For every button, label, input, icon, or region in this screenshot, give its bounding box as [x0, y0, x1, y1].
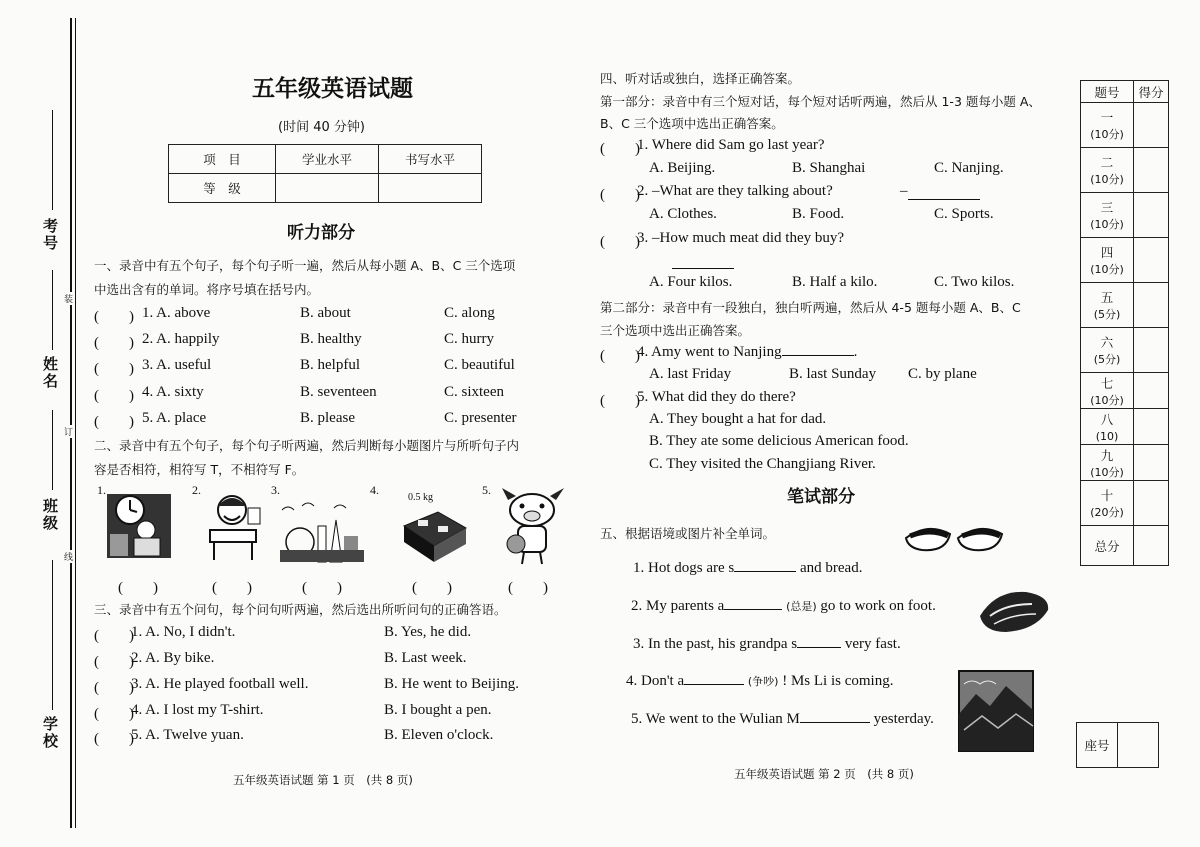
sec1-bracket[interactable]: ( ) [94, 414, 134, 430]
pic-number: 5. [482, 483, 491, 497]
sec3-option-a: 4. A. I lost my T-shirt. [131, 702, 264, 718]
fill-5-post: yesterday. [873, 711, 934, 727]
sec3-option-b: B. Eleven o'clock. [384, 727, 494, 743]
sec1-option-a: 3. A. useful [142, 357, 212, 373]
score-total-label: 总分 [1081, 526, 1134, 566]
sec3-bracket[interactable]: ( ) [94, 680, 134, 696]
sec4-part2-line1: 第二部分：录音中有一段独白，独白听两遍，然后从 4-5 题每小题 A、B、C [600, 300, 1021, 315]
score-total-cell[interactable] [1134, 526, 1169, 566]
writing-grade-cell[interactable] [379, 174, 482, 203]
sec1-option-a: 1. A. above [142, 305, 211, 321]
fill-3-post: very fast. [844, 636, 901, 652]
label-school: 学校 [41, 716, 59, 750]
sec2-instruction-line2: 容是否相符，相符写 T，不相符写 F。 [94, 462, 305, 477]
sec3-option-b: B. I bought a pen. [384, 702, 492, 718]
written-heading: 笔试部分 [787, 487, 855, 507]
sec1-instruction-line1: 一、录音中有五个句子，每个句子听一遍，然后从每小题 A、B、C 三个选项 [94, 258, 516, 273]
picture-1-clock-boy [104, 490, 174, 562]
q4-blank[interactable] [782, 355, 854, 356]
picture-3-city-skyline [278, 496, 366, 564]
fill-1-text: 1. Hot dogs are s [633, 560, 735, 576]
level-row-label: 等 级 [169, 174, 276, 203]
sec4-part1-line2: B、C 三个选项中选出正确答案。 [600, 116, 784, 131]
binding-line-inner [75, 18, 76, 828]
picture-walking-feet [976, 586, 1052, 638]
q2-option-a: A. Clothes. [649, 206, 717, 222]
sec3-bracket[interactable]: ( ) [94, 731, 134, 747]
seat-label: 座号 [1077, 723, 1118, 768]
exam-time: (时间 40 分钟) [278, 120, 365, 135]
fill-5-blank[interactable] [800, 722, 870, 723]
pic-number: 2. [192, 483, 201, 497]
score-row-label: 二 (10分) [1081, 148, 1134, 193]
binding-mark-ding: 订 [64, 425, 73, 438]
sec3-instruction: 三、录音中有五个问句，每个问句听两遍，然后选出所听问句的正确答语。 [94, 602, 507, 617]
page-footer-left: 五年级英语试题 第 1 页 (共 8 页) [233, 773, 413, 787]
label-name: 姓名 [41, 356, 59, 390]
fill-4-hint: (争吵) [747, 675, 779, 688]
fill-item-4 [626, 673, 893, 690]
name-line [52, 270, 53, 350]
fill-2-blank[interactable] [724, 609, 782, 610]
level-table [168, 144, 482, 203]
label-class: 班级 [41, 498, 59, 532]
sec3-bracket[interactable]: ( ) [94, 654, 134, 670]
sec3-option-b: B. Last week. [384, 650, 467, 666]
fill-4-text: 4. Don't a [626, 673, 685, 689]
picture-hot-dogs [902, 516, 1010, 556]
level-header-academic: 学业水平 [276, 145, 379, 174]
class-line [52, 410, 53, 490]
score-row-label: 六 (5分) [1081, 328, 1134, 373]
q3-answer-line[interactable] [672, 268, 734, 269]
listening-heading: 听力部分 [287, 223, 355, 243]
q3-option-c: C. Two kilos. [934, 274, 1015, 290]
score-cell[interactable] [1134, 148, 1169, 193]
level-header-item: 项 目 [169, 145, 276, 174]
fill-item-3 [633, 636, 901, 653]
sec1-option-a: 4. A. sixty [142, 384, 204, 400]
sec4-part2-line2: 三个选项中选出正确答案。 [600, 323, 751, 338]
fill-1-blank[interactable] [734, 571, 796, 572]
score-cell[interactable] [1134, 193, 1169, 238]
score-cell[interactable] [1134, 103, 1169, 148]
sec3-option-a: 5. A. Twelve yuan. [131, 727, 244, 743]
sec1-option-a: 5. A. place [142, 410, 207, 426]
picture-5-pig-cartoon [498, 486, 568, 566]
score-cell[interactable] [1134, 283, 1169, 328]
sec1-option-c: C. along [444, 305, 495, 321]
score-header-number: 题号 [1081, 81, 1134, 103]
sec1-option-b: B. seventeen [300, 384, 377, 400]
q3-question: 3. –How much meat did they buy? [637, 230, 845, 246]
sec2-bracket[interactable]: ( ) [212, 580, 252, 596]
score-header-points: 得分 [1134, 81, 1169, 103]
q2-bracket[interactable]: ( ) [600, 187, 640, 203]
pic-number: 3. [271, 483, 280, 497]
pic-number: 1. [97, 483, 106, 497]
q1-option-a: A. Beijing. [649, 160, 716, 176]
score-row-label: 一 (10分) [1081, 103, 1134, 148]
sec1-option-c: C. presenter [444, 410, 517, 426]
sec1-option-b: B. helpful [300, 357, 360, 373]
q3-option-b: B. Half a kilo. [792, 274, 878, 290]
fill-4-post: ! Ms Li is coming. [782, 673, 894, 689]
sec1-option-a: 2. A. happily [142, 331, 220, 347]
sec3-option-a: 3. A. He played football well. [131, 676, 309, 692]
fill-2-post: go to work on foot. [820, 598, 936, 614]
q4-option-c: C. by plane [908, 366, 977, 382]
q2-answer-line[interactable] [908, 199, 980, 200]
q2-answer-dash: – [900, 183, 908, 199]
q3-bracket[interactable]: ( ) [600, 234, 640, 250]
school-line [52, 560, 53, 710]
score-row-label: 五 (5分) [1081, 283, 1134, 328]
score-cell[interactable] [1134, 373, 1169, 409]
weight-label: 0.5 kg [408, 492, 433, 503]
sec3-bracket[interactable]: ( ) [94, 706, 134, 722]
q1-option-b: B. Shanghai [792, 160, 866, 176]
q5-option-b: B. They ate some delicious American food. [649, 433, 909, 449]
q2-option-c: C. Sports. [934, 206, 994, 222]
score-row-label: 四 (10分) [1081, 238, 1134, 283]
score-row-label: 七 (10分) [1081, 373, 1134, 409]
fill-item-1 [633, 560, 862, 577]
sec1-option-b: B. about [300, 305, 351, 321]
sec4-part1-line1: 第一部分：录音中有三个短对话，每个短对话听两遍，然后从 1-3 题每小题 A、 [600, 94, 1041, 109]
q4-end: . [853, 344, 858, 360]
q4-bracket[interactable]: ( ) [600, 348, 640, 364]
picture-mountain [958, 670, 1034, 752]
sec2-bracket[interactable]: ( ) [118, 580, 158, 596]
sec2-bracket[interactable]: ( ) [412, 580, 452, 596]
score-row-label: 十 (20分) [1081, 481, 1134, 526]
picture-4-meat-package [398, 506, 470, 566]
fill-2-text: 2. My parents a [631, 598, 725, 614]
sec3-option-b: B. Yes, he did. [384, 624, 472, 640]
sec1-option-c: C. beautiful [444, 357, 515, 373]
fill-1-post: and bread. [800, 560, 863, 576]
q5-question: 5. What did they do there? [637, 389, 796, 405]
q5-option-a: A. They bought a hat for dad. [649, 411, 827, 427]
q4-question-text: 4. Amy went to Nanjing [637, 344, 782, 360]
fill-3-text: 3. In the past, his grandpa s [633, 636, 798, 652]
binding-mark-xian: 线 [64, 550, 73, 563]
fill-item-5 [631, 711, 934, 728]
score-row-label: 八 (10) [1081, 409, 1134, 445]
sec1-instruction-line2: 中选出含有的单词。将序号填在括号内。 [94, 282, 320, 297]
q5-option-c: C. They visited the Changjiang River. [649, 456, 876, 472]
sec3-option-a: 2. A. By bike. [131, 650, 215, 666]
q4-option-b: B. last Sunday [789, 366, 877, 382]
seat-table [1076, 722, 1159, 768]
sec5-title: 五、根据语境或图片补全单词。 [600, 526, 776, 541]
q1-option-c: C. Nanjing. [934, 160, 1004, 176]
score-cell[interactable] [1134, 481, 1169, 526]
seat-number-cell[interactable] [1118, 723, 1159, 768]
sec1-option-c: C. sixteen [444, 384, 504, 400]
binding-mark-zhuang: 装 [64, 292, 73, 305]
level-header-writing: 书写水平 [379, 145, 482, 174]
academic-grade-cell[interactable] [276, 174, 379, 203]
q1-question: 1. Where did Sam go last year? [637, 137, 825, 153]
score-cell[interactable] [1134, 238, 1169, 283]
score-cell[interactable] [1134, 328, 1169, 373]
sec1-bracket[interactable]: ( ) [94, 335, 134, 351]
q4-option-a: A. last Friday [649, 366, 732, 382]
sec2-bracket[interactable]: ( ) [508, 580, 548, 596]
sec2-bracket[interactable]: ( ) [302, 580, 342, 596]
picture-2-student-desk [204, 490, 268, 562]
page-footer-right: 五年级英语试题 第 2 页 (共 8 页) [734, 767, 914, 781]
q2-option-b: B. Food. [792, 206, 845, 222]
score-table [1080, 80, 1169, 566]
sec1-option-b: B. please [300, 410, 355, 426]
score-cell[interactable] [1134, 445, 1169, 481]
score-cell[interactable] [1134, 409, 1169, 445]
exam-number-line [52, 110, 53, 210]
fill-4-blank[interactable] [684, 684, 744, 685]
page-title: 五年级英语试题 [252, 76, 413, 102]
fill-item-2 [631, 598, 936, 615]
fill-5-text: 5. We went to the Wulian M [631, 711, 800, 727]
pic-number: 4. [370, 483, 379, 497]
sec3-option-a: 1. A. No, I didn't. [131, 624, 236, 640]
sec1-bracket[interactable]: ( ) [94, 309, 134, 325]
sec1-option-b: B. healthy [300, 331, 362, 347]
score-row-label: 九 (10分) [1081, 445, 1134, 481]
q5-bracket[interactable]: ( ) [600, 393, 640, 409]
sec3-option-b: B. He went to Beijing. [384, 676, 519, 692]
sec1-option-c: C. hurry [444, 331, 494, 347]
binding-line-outer [70, 18, 72, 828]
sec3-bracket[interactable]: ( ) [94, 628, 134, 644]
q4-question [637, 344, 857, 361]
sec1-bracket[interactable]: ( ) [94, 388, 134, 404]
q3-option-a: A. Four kilos. [649, 274, 733, 290]
score-row-label: 三 (10分) [1081, 193, 1134, 238]
q2-question: 2. –What are they talking about? [637, 183, 833, 199]
label-exam-number: 考号 [41, 218, 59, 252]
fill-3-blank[interactable] [797, 647, 841, 648]
sec4-title: 四、听对话或独白，选择正确答案。 [600, 71, 801, 86]
q1-bracket[interactable]: ( ) [600, 141, 640, 157]
sec1-bracket[interactable]: ( ) [94, 361, 134, 377]
sec2-instruction-line1: 二、录音中有五个句子，每个句子听两遍，然后判断每小题图片与所听句子内 [94, 438, 520, 453]
fill-2-hint: (总是) [786, 600, 817, 613]
